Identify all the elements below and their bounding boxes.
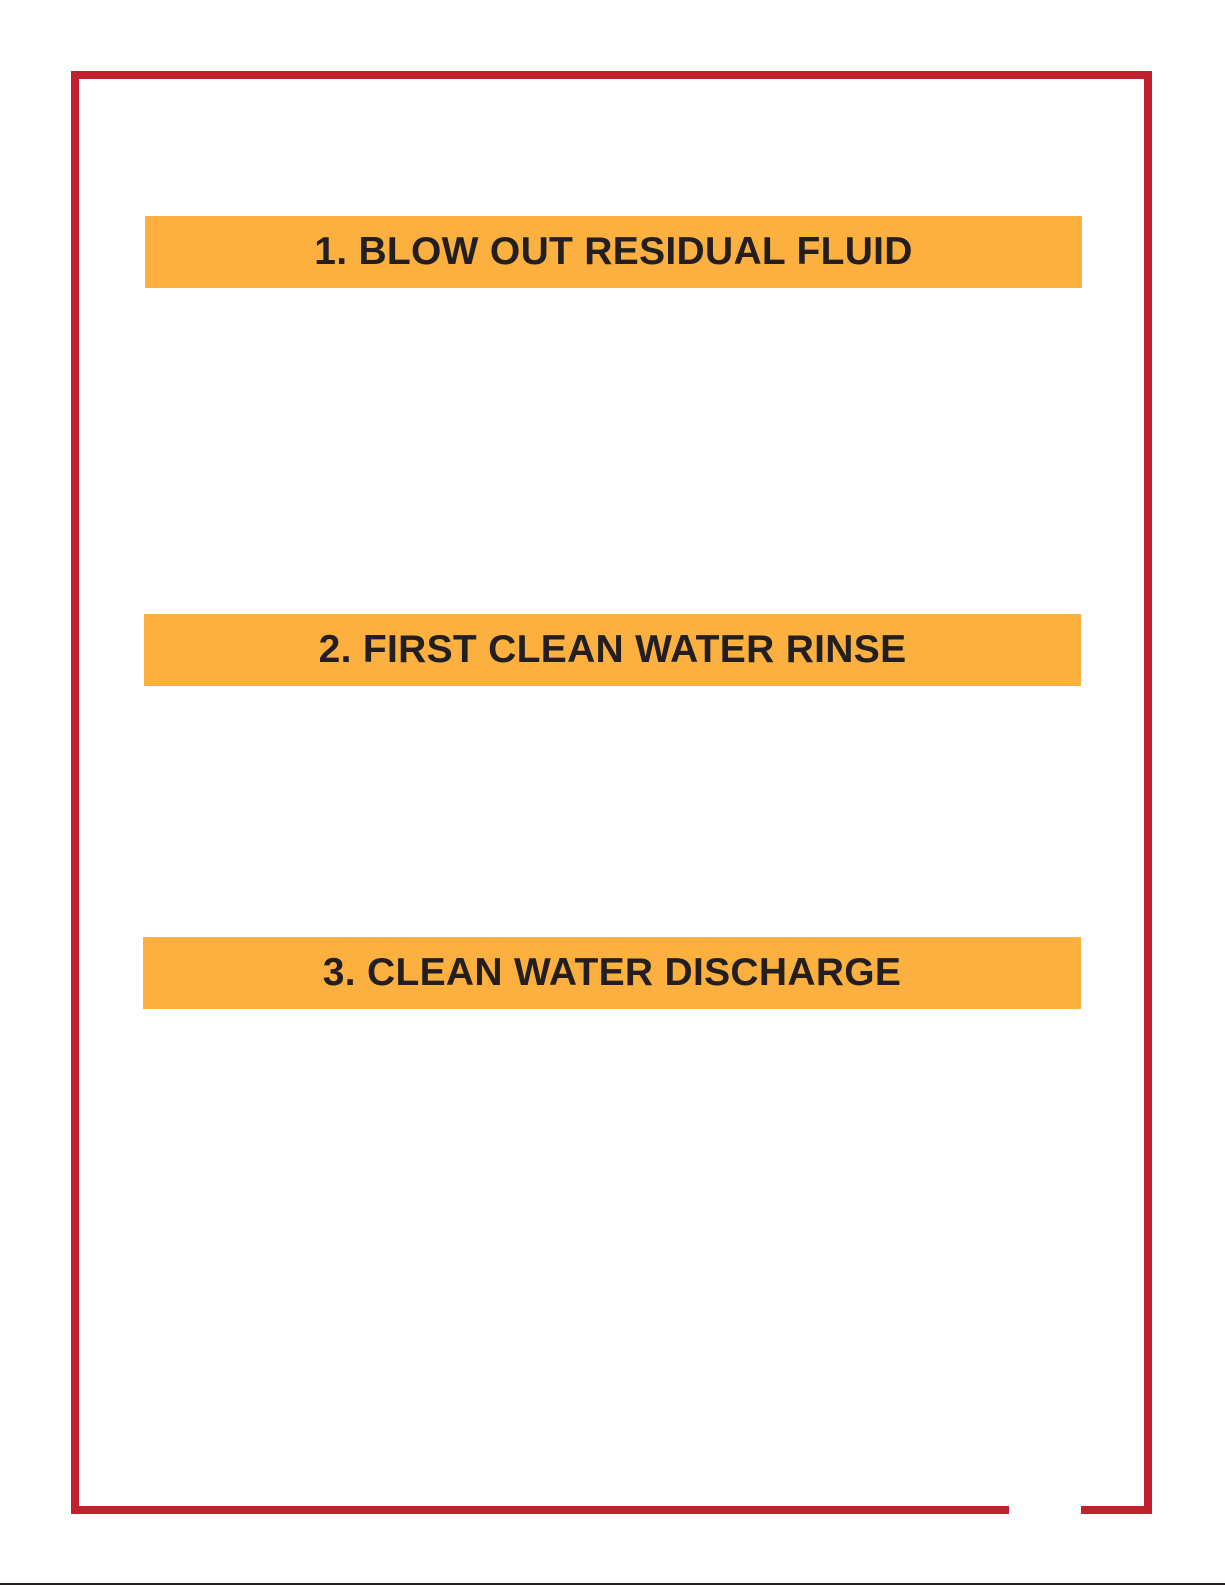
section-banner-discharge <box>143 937 1081 1009</box>
frame-border-bottom-right <box>1081 1506 1152 1514</box>
section-heading: 2. FIRST CLEAN WATER RINSE <box>318 628 907 671</box>
section-heading: 1. BLOW OUT RESIDUAL FLUID <box>314 230 913 273</box>
section-banner-blow-out <box>145 216 1082 288</box>
section-heading: 3. CLEAN WATER DISCHARGE <box>322 951 902 994</box>
frame-border-left <box>71 71 79 1514</box>
section-banner-first-rinse <box>144 614 1081 686</box>
frame-border-top <box>71 71 1152 79</box>
frame-border-right <box>1144 71 1152 1514</box>
frame-border-bottom-left <box>71 1506 1009 1514</box>
